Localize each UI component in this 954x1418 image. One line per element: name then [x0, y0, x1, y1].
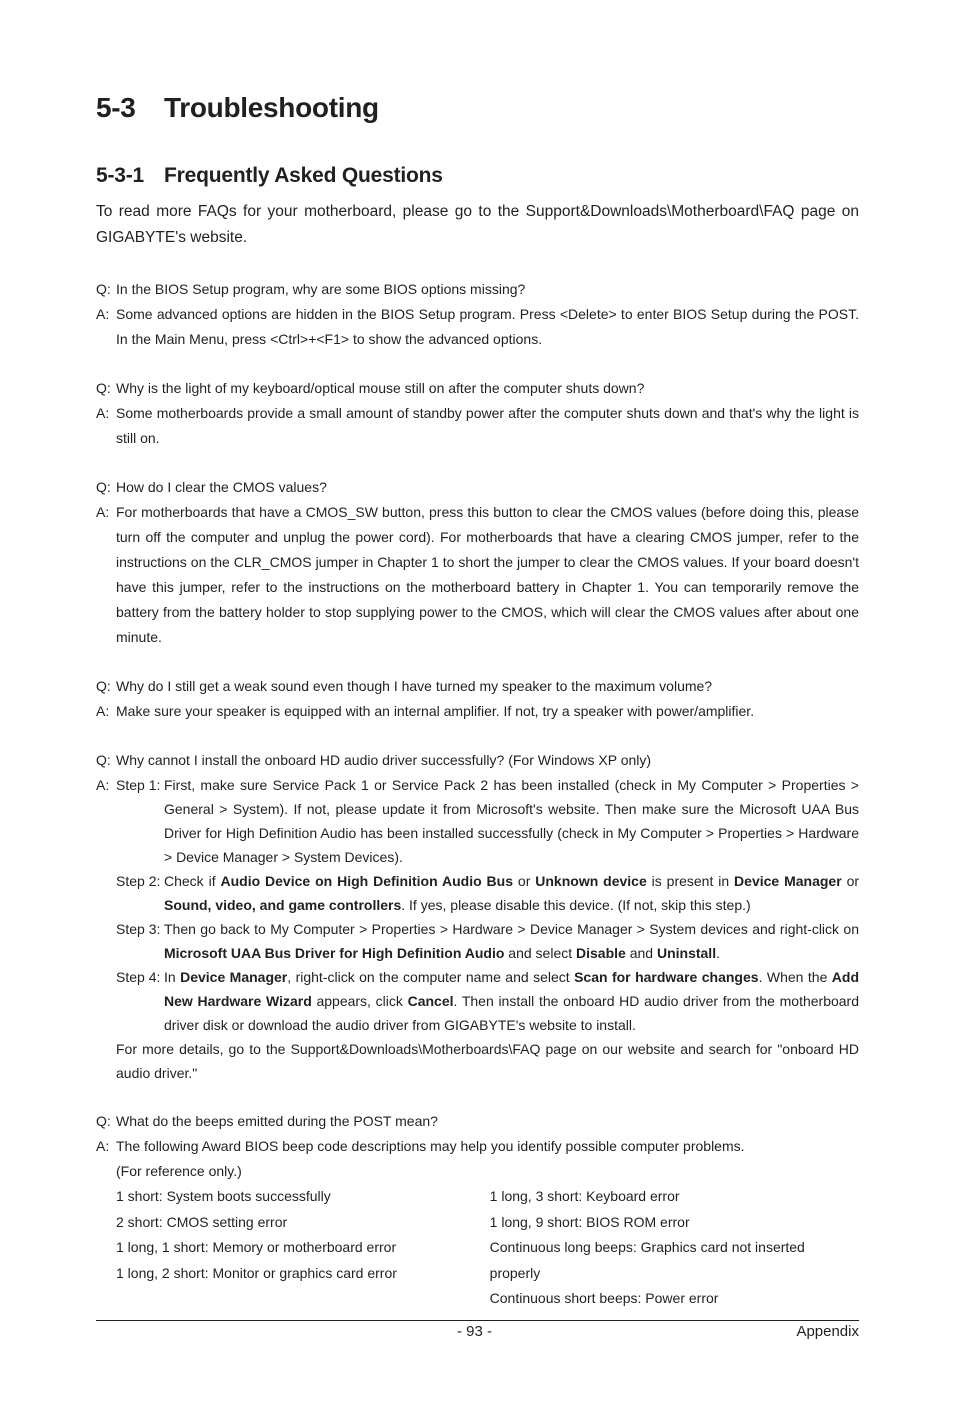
- faq-item: [96, 475, 859, 650]
- more-details-text: For more details, go to the Support&Downloads\Motherboards\FAQ page on our website and search for "onboard HD audio driver.": [116, 1041, 859, 1081]
- step-text-part: Check if: [164, 873, 221, 889]
- answer-row: [96, 1134, 859, 1159]
- answer-row: [96, 773, 859, 869]
- step-label: Step 4:: [116, 969, 161, 985]
- footer-section-name: Appendix: [796, 1323, 859, 1340]
- faq-item: [96, 674, 859, 724]
- subsection-number: 5-3-1: [96, 164, 145, 187]
- question-label: Q:: [96, 380, 111, 396]
- step-label: Step 1:: [116, 777, 161, 793]
- question-row: [96, 748, 859, 773]
- answer-label: A:: [96, 405, 110, 421]
- question-text: In the BIOS Setup program, why are some BIOS options missing?: [116, 281, 526, 297]
- step-text-part: . Then install the onboard HD audio driver from the motherboard driver disk or download the audio driver from GIGABYTE's website to install.: [164, 993, 860, 1033]
- step-text-part: In: [164, 969, 181, 985]
- step-row: [116, 917, 859, 965]
- step-text-bold: Scan for hardware changes: [574, 969, 759, 985]
- section-number: 5-3: [96, 92, 136, 123]
- answer-row: [96, 302, 859, 352]
- faq-item: [96, 376, 859, 451]
- step-text-bold: Uninstall: [656, 945, 717, 961]
- beep-code-item: Continuous long beeps: Graphics card not inserted properly: [489, 1239, 805, 1281]
- question-text: Why is the light of my keyboard/optical mouse still on after the computer shuts down?: [116, 380, 645, 396]
- step-text-bold: Device Manager: [180, 969, 288, 985]
- step-text-bold: Device Manager: [734, 873, 842, 889]
- step-row: [116, 965, 859, 1037]
- subsection-title: Frequently Asked Questions: [164, 164, 443, 187]
- answer-text: Some advanced options are hidden in the BIOS Setup program. Press <Delete> to enter BIOS Setup during the POST. In the Main Menu, press <Ctrl>+<F1> to show the advanced options.: [116, 306, 859, 347]
- question-row: [96, 475, 859, 500]
- step-text-bold: Unknown device: [535, 873, 647, 889]
- beep-code-item: 1 long, 2 short: Monitor or graphics card error: [116, 1264, 397, 1281]
- question-label: Q:: [96, 1113, 111, 1129]
- step-text-bold: Cancel: [407, 993, 454, 1009]
- reference-note: (For reference only.): [116, 1163, 242, 1179]
- step-text-part: or: [513, 873, 536, 889]
- document-page: [96, 0, 859, 1418]
- question-text: Why cannot I install the onboard HD audio driver successfully? (For Windows XP only): [116, 752, 652, 768]
- answer-step-container: [116, 773, 859, 869]
- step-text-bold: Disable: [576, 945, 626, 961]
- step-text-part: . When the: [758, 969, 832, 985]
- step-text-part: . If yes, please disable this device. (If not, skip this step.): [401, 897, 751, 913]
- step-text-part: and select: [504, 945, 577, 961]
- beep-code-item: 2 short: CMOS setting error: [116, 1213, 288, 1230]
- answer-text: The following Award BIOS beep code descriptions may help you identify possible computer problems.: [116, 1138, 745, 1154]
- step-text: First, make sure Service Pack 1 or Service Pack 2 has been installed (check in My Computer > Properties > General > System). If not, please update it from Microsoft's website. Then make sure the Microsoft UAA Bus Driver for High Definition Audio has been installed successfully (check in My Computer > Properties > Hardware > Device Manager > System Devices).: [164, 777, 859, 865]
- step-text-part: , right-click on the computer name and select: [287, 969, 575, 985]
- step-label: Step 2:: [116, 873, 161, 889]
- question-text: How do I clear the CMOS values?: [116, 479, 327, 495]
- answer-label: A:: [96, 1138, 110, 1154]
- intro-paragraph: To read more FAQs for your motherboard, please go to the Support&Downloads\Motherboard\FAQ page on GIGABYTE's website.: [96, 203, 859, 246]
- answer-label: A:: [96, 703, 110, 719]
- step-text: [164, 917, 859, 965]
- answer-text: Make sure your speaker is equipped with an internal amplifier. If not, try a speaker with power/amplifier.: [116, 703, 755, 719]
- faq-item: [96, 1109, 859, 1312]
- question-label: Q:: [96, 281, 111, 297]
- step-text-bold: Audio Device on High Definition Audio Bus: [220, 873, 514, 889]
- question-label: Q:: [96, 752, 111, 768]
- step-text-part: appears, click: [311, 993, 408, 1009]
- answer-label: A:: [96, 306, 110, 322]
- beep-code-item: 1 long, 3 short: Keyboard error: [489, 1188, 680, 1204]
- footer-divider: [96, 1320, 859, 1321]
- question-row: [96, 1109, 859, 1134]
- question-text: What do the beeps emitted during the POST mean?: [116, 1113, 438, 1129]
- faq-item: [96, 748, 859, 1085]
- step-text: [164, 869, 859, 917]
- step-row: [116, 869, 859, 917]
- question-label: Q:: [96, 678, 111, 694]
- step-text: [164, 965, 859, 1037]
- question-row: [96, 376, 859, 401]
- step-text-bold: Microsoft UAA Bus Driver for High Definition Audio: [164, 945, 505, 961]
- step-text-part: or: [841, 873, 860, 889]
- answer-text: For motherboards that have a CMOS_SW button, press this button to clear the CMOS values (before doing this, please turn off the computer and unplug the power cord). For motherboards that have a clearing CMOS jumper, refer to the instructions on the CLR_CMOS jumper in Chapter 1 to short the jumper to clear the CMOS values. If your board doesn't have this jumper, refer to the instructions on the motherboard battery in Chapter 1. You can temporarily remove the battery from the battery holder to stop supplying power to the CMOS, which will clear the CMOS values after about one minute.: [116, 504, 859, 645]
- beep-code-item: 1 short: System boots successfully: [116, 1188, 331, 1204]
- beep-code-item: 1 long, 1 short: Memory or motherboard error: [116, 1239, 397, 1255]
- step-text-part: is present in: [646, 873, 735, 889]
- section-title: Troubleshooting: [164, 92, 379, 123]
- step-text-part: .: [716, 945, 720, 961]
- step-text-bold: Add New Hardware Wizard: [164, 969, 860, 1009]
- step-text-bold: Sound, video, and game controllers: [164, 897, 402, 913]
- step-text-part: and: [625, 945, 657, 961]
- section-heading: [96, 92, 379, 124]
- step-label: Step 3:: [116, 921, 161, 937]
- faq-item: [96, 277, 859, 352]
- answer-row: [96, 401, 859, 451]
- answer-label: A:: [96, 504, 110, 520]
- question-row: [96, 277, 859, 302]
- answer-text: Some motherboards provide a small amount of standby power after the computer shuts down and that's why the light is still on.: [116, 405, 859, 446]
- beep-code-item: Continuous short beeps: Power error: [489, 1290, 719, 1306]
- beep-code-item: 1 long, 9 short: BIOS ROM error: [489, 1213, 690, 1230]
- answer-row: [96, 699, 859, 724]
- answer-label: A:: [96, 777, 110, 793]
- question-text: Why do I still get a weak sound even though I have turned my speaker to the maximum volume?: [116, 678, 713, 694]
- subsection-heading: [96, 164, 443, 188]
- beep-column-right: [490, 1184, 859, 1312]
- faq-list: [96, 277, 859, 1336]
- step-text-part: Then go back to My Computer > Properties > Hardware > Device Manager > System devices and right-click on: [164, 921, 859, 937]
- page-number: - 93 -: [457, 1323, 493, 1340]
- beep-code-table: [116, 1184, 859, 1312]
- beep-column-left: [116, 1184, 490, 1312]
- question-label: Q:: [96, 479, 111, 495]
- question-row: [96, 674, 859, 699]
- answer-row: [96, 500, 859, 650]
